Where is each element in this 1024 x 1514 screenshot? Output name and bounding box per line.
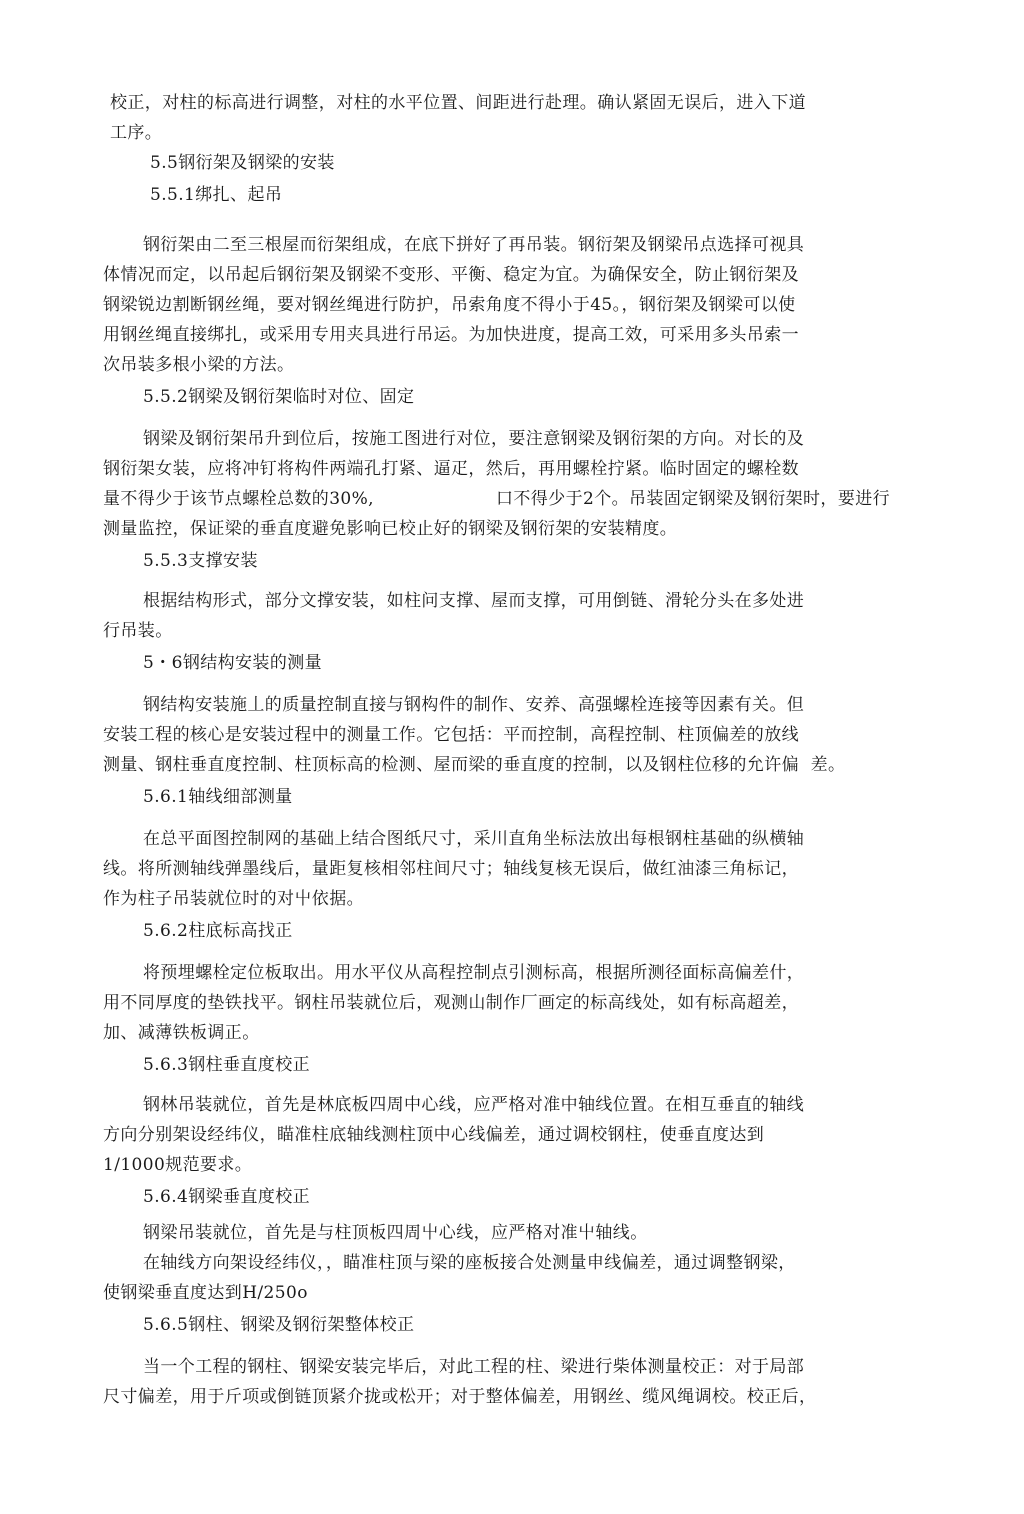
text-line: 体情况而定，以吊起后钢衍架及钢梁不变形、平衡、稳定为宜。为确保安全，防止钢衍架及 xyxy=(103,265,799,285)
text-line: 作为柱子吊装就位时的对屮依据。 xyxy=(103,889,364,909)
section-heading: 5.6.2柱底标高找正 xyxy=(143,921,293,941)
text-line: 钢梁及钢衍架吊升到位后，按施工图进行对位，要注意钢梁及钢衍架的方向。对长的及 xyxy=(143,429,805,449)
text-line: 方向分别架设经纬仪，瞄准柱底轴线测柱顶中心线偏差，通过调校钢柱，使垂直度达到 xyxy=(103,1125,765,1145)
text-line: 次吊装多根小梁的方法。 xyxy=(103,355,295,375)
text-line: 线。将所测轴线弹墨线后，量距复核相邻柱间尺寸；轴线复核无误后，做红油漆三角标记， xyxy=(103,859,799,879)
text-line: 尺寸偏差，用于斤项或倒链顶紧介拢或松开；对于整体偏差，用钢丝、缆风绳调校。校正后， xyxy=(103,1387,817,1407)
text-line: 将预埋螺栓定位板取出。用水平仪从高程控制点引测标高，根据所测径面标高偏差什， xyxy=(143,963,805,983)
text-line: 在轴线方向架设经纬仪，，瞄准柱顶与梁的座板接合处测量申线偏差，通过调整钢梁， xyxy=(143,1253,796,1273)
section-heading: 5.6.4钢梁垂直度校正 xyxy=(143,1187,311,1207)
text-line: 用不同厚度的垫铁找平。钢柱吊装就位后，观测山制作厂画定的标高线处，如有标高超差， xyxy=(103,993,799,1013)
text-line: 1/1000规范要求。 xyxy=(103,1155,253,1175)
text-line: 测量监控，保证梁的垂直度避免影响已校止好的钢梁及钢衍架的安装精度。 xyxy=(103,519,678,539)
text-line: 工序。 xyxy=(110,123,163,143)
text-line: 钢梁锐边割断钢丝绳，要对钢丝绳进行防护，吊索角度不得小于45。，钢衍架及钢梁可以使 xyxy=(103,295,796,315)
section-heading: 5.5.2钢梁及钢衍架临时对位、固定 xyxy=(143,387,415,407)
text-line: 使钢梁垂直度达到H/250o xyxy=(103,1283,308,1303)
section-heading: 5.5.1绑扎、起吊 xyxy=(150,185,283,205)
text-line: 钢衍架由二至三根屋而衍架组成，在底下拼好了再吊装。钢衍架及钢梁吊点选择可视具 xyxy=(143,235,805,255)
section-heading: 5.5.3支撑安装 xyxy=(143,551,258,571)
text-line: 测量、钢柱垂直度控制、柱顶标高的检测、屋而梁的垂直度的控制，以及钢柱位移的允许偏 差。 xyxy=(103,755,846,775)
text-line: 根据结构形式，部分文撑安装，如柱问支撑、屋而支撑，可用倒链、滑轮分头在多处进 xyxy=(143,591,805,611)
text-line: 安装工程的核心是安装过程中的测量工作。它包括：平而控制，高程控制、柱顶偏差的放线 xyxy=(103,725,799,745)
text-line: 当一个工程的钢柱、钢梁安装完毕后，对此工程的柱、梁进行柴体测量校正：对于局部 xyxy=(143,1357,805,1377)
section-heading: 5.6.1轴线细部测量 xyxy=(143,787,293,807)
text-line: 口不得少于2个。吊装固定钢梁及钢衍架时，要进行 xyxy=(496,489,891,509)
text-line: 用钢丝绳直接绑扎，或采用专用夹具进行吊运。为加快进度，提高工效，可采用多头吊索一 xyxy=(103,325,799,345)
text-line: 钢梁吊装就位，首先是与柱顶板四周屮心线，应严格对准屮轴线。 xyxy=(143,1223,648,1243)
text-line: 在总平面图控制网的基础上结合图纸尺寸，采川直角坐标法放出每根钢柱基础的纵横轴 xyxy=(143,829,805,849)
text-line: 加、减薄铁板调正。 xyxy=(103,1023,260,1043)
text-line: 钢衍架女装，应将冲钉将构件两端孔打紧、逼疋，然后，再用螺栓拧紧。临时固定的螺栓数 xyxy=(103,459,799,479)
section-heading: 5.6.3钢柱垂直度校正 xyxy=(143,1055,311,1075)
section-heading: 5.6.5钢柱、钢梁及钢衍架整体校正 xyxy=(143,1315,415,1335)
text-line: 钢林吊装就位，首先是林底板四周中心线，应严格对准中轴线位置。在相互垂直的轴线 xyxy=(143,1095,805,1115)
section-heading: 5.5钢衍架及钢梁的安装 xyxy=(150,153,335,173)
text-line: 校正，对柱的标高进行调整，对柱的水平位置、间距进行赴理。确认紧固无误后，进入下道 xyxy=(110,93,806,113)
text-line: 钢结构安装施丄的质量控制直接与钢构件的制作、安养、高强螺栓连接等因素有关。但 xyxy=(143,695,805,715)
text-line: 量不得少于该节点螺栓总数的30%, xyxy=(103,489,374,509)
text-line: 行吊装。 xyxy=(103,621,173,641)
section-heading: 5・6钢结构安装的测量 xyxy=(143,653,323,673)
